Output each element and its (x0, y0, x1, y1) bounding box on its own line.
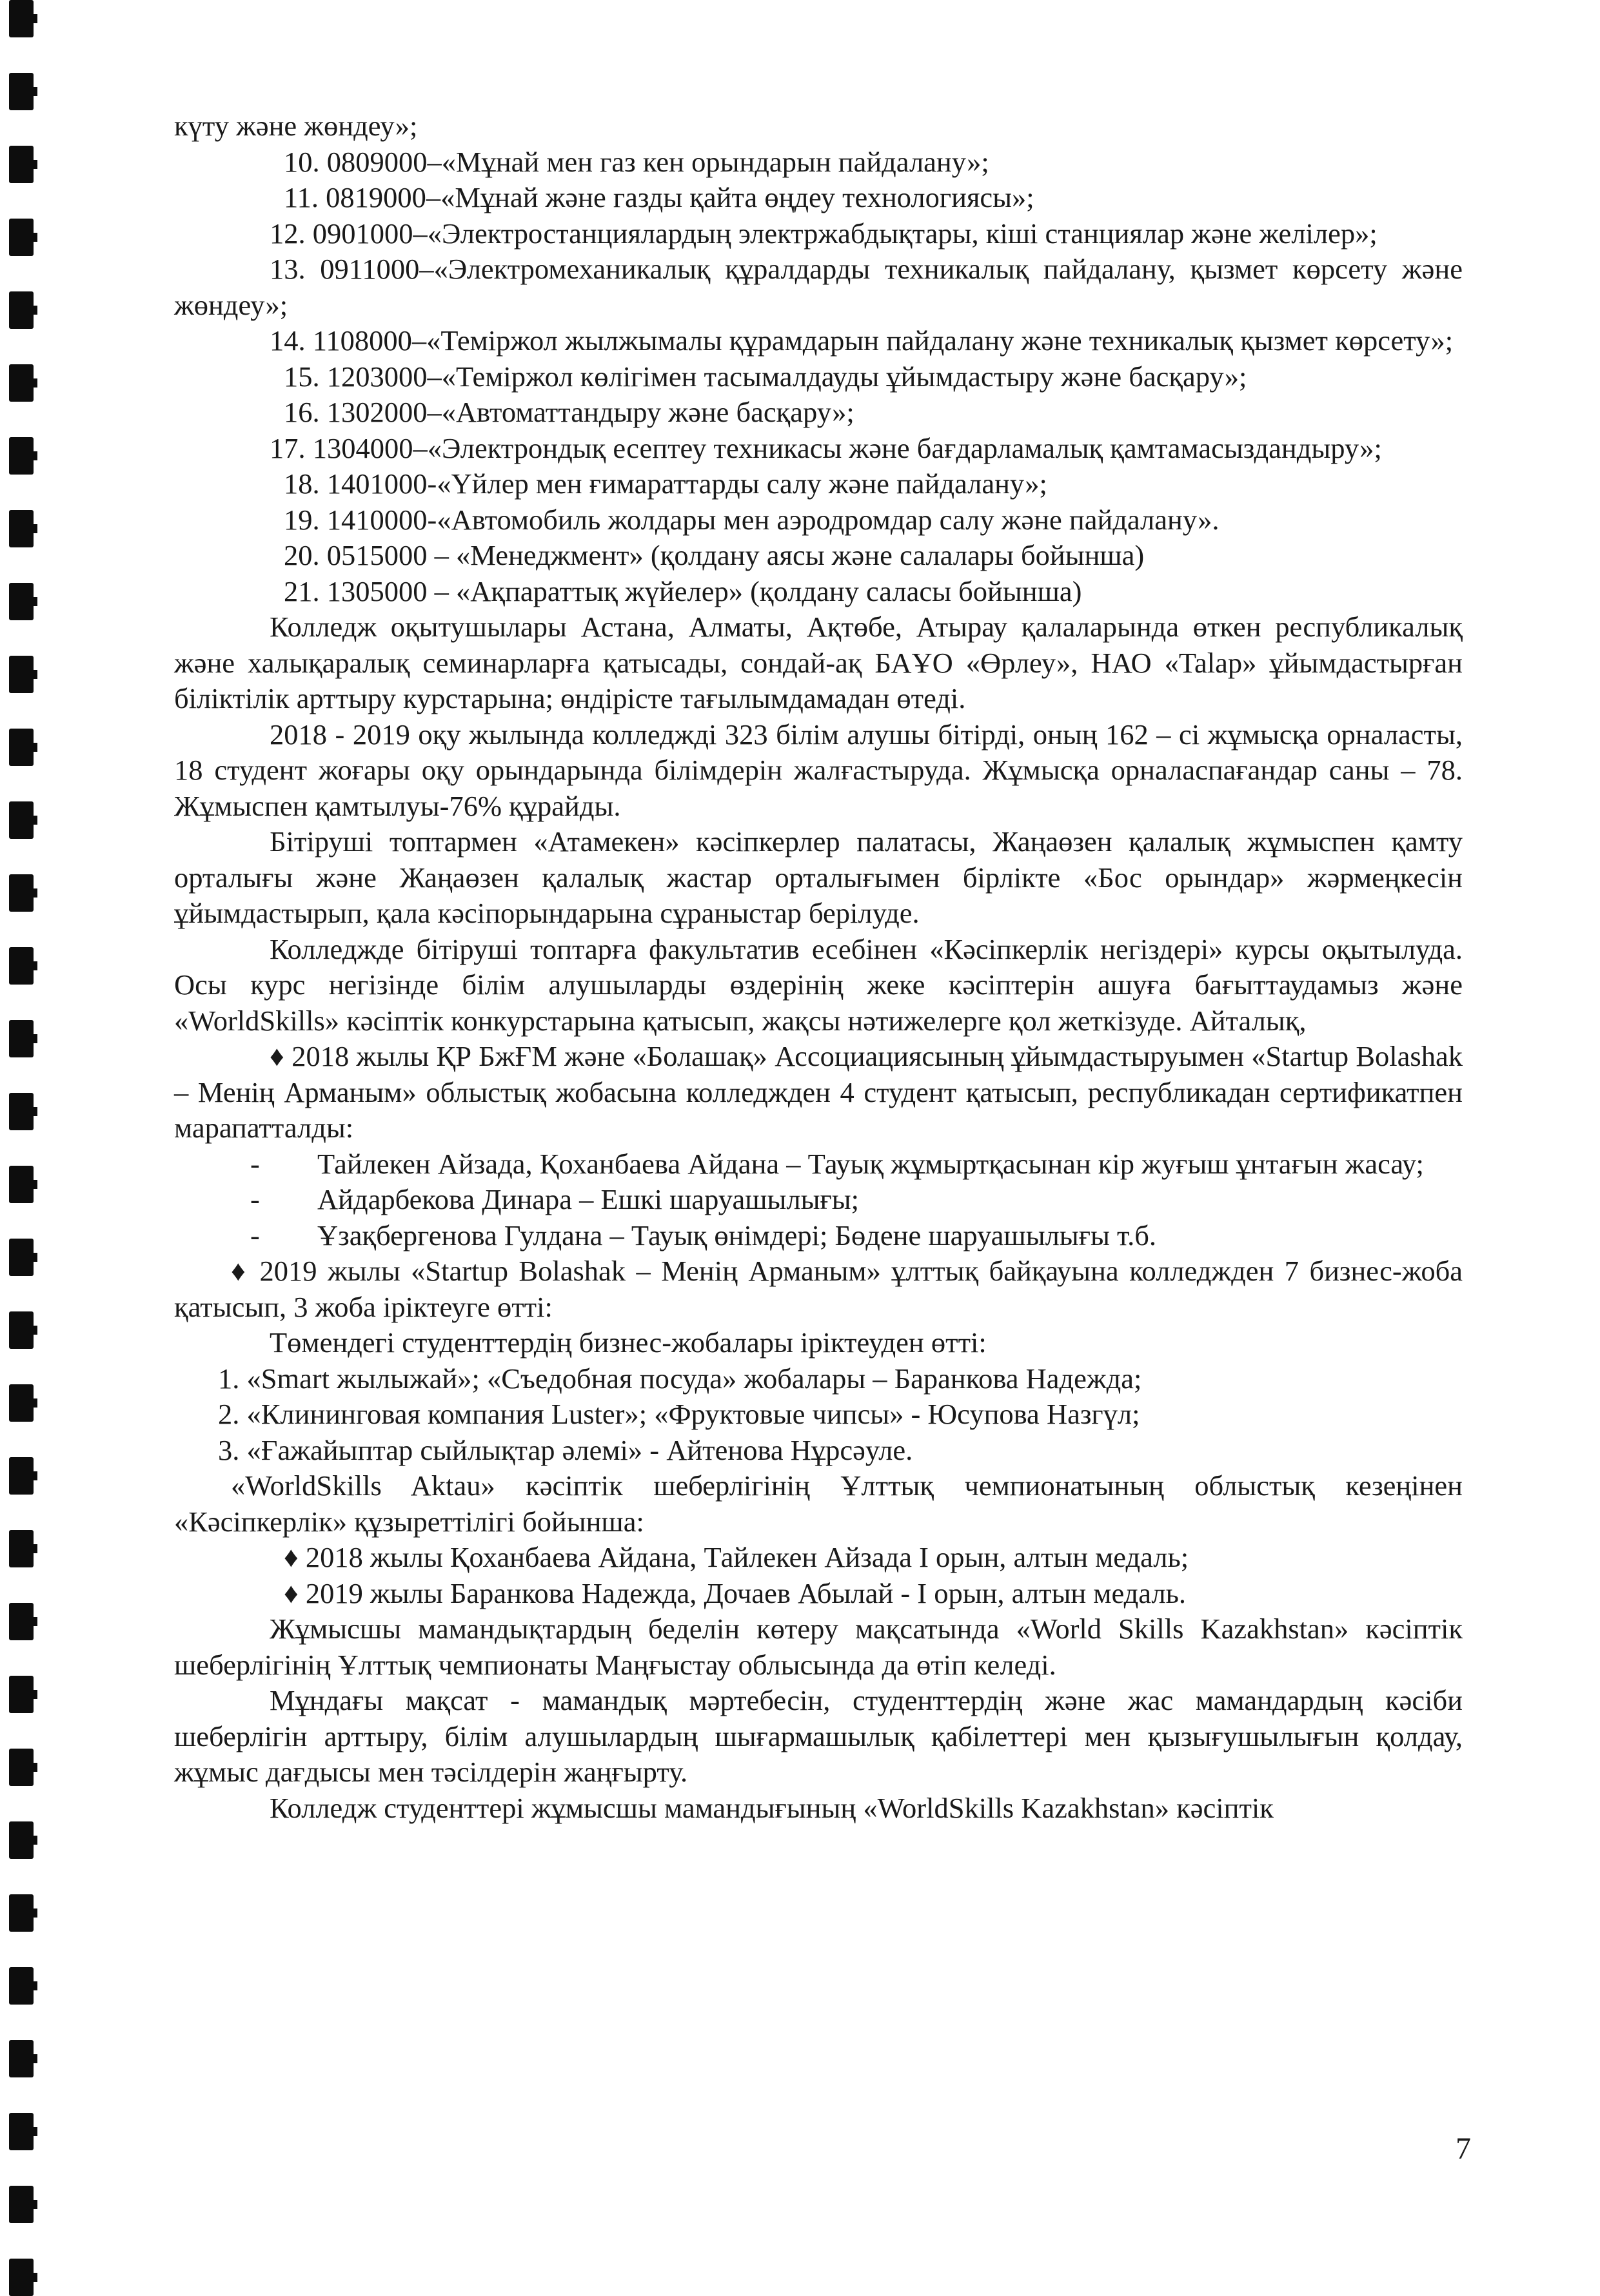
binding-hole (9, 1457, 34, 1495)
ordered-item: 3. «Ғажайыптар сыйлықтар әлемі» - Айтенова Нұрсәуле. (218, 1433, 913, 1466)
binding-hole (9, 1239, 34, 1276)
paragraph: Колледж студенттері жұмысшы мамандығының «WorldSkills Kazakhstan» кәсіптік (270, 1791, 1274, 1824)
paragraph: Жұмысшы мамандықтардың беделін көтеру мақсатында «World Skills Kazakhstan» кәсіптік шеберлігінің Ұлттық чемпионаты Маңғыстау облысында да өтіп келеді. (174, 1613, 1463, 1681)
paragraph: Төмендегі студенттердің бизнес-жобалары іріктеуден өтті: (270, 1326, 987, 1359)
dash-item (174, 1218, 1463, 1254)
bullet-paragraph (174, 1039, 1463, 1146)
binding-hole (9, 947, 34, 985)
bullet-text: 2019 жылы Баранкова Надежда, Дочаев Абылай - І орын, алтын медаль. (305, 1576, 1187, 1609)
spiral-binding (0, 0, 58, 2262)
specialty-item: 11. 0819000–«Мұнай және газды қайта өңдеу технологиясы»; (284, 181, 1034, 213)
paragraph: «WorldSkills Aktau» кәсіптік шеберлігінің Ұлттық чемпионатының облыстық кезеңінен «Кәсіпкерлік» құзыреттілігі бойынша: (174, 1469, 1463, 1538)
binding-hole (9, 2259, 34, 2296)
specialty-item: 13. 0911000–«Электромеханикалық құралдарды техникалық пайдалану, қызмет көрсету және жөндеу»; (174, 253, 1463, 321)
page-number: 7 (1456, 2132, 1471, 2166)
binding-hole (9, 1967, 34, 2005)
binding-hole (9, 1384, 34, 1422)
binding-hole (9, 1020, 34, 1057)
bullet-text: 2018 жылы ҚР БжҒМ және «Болашақ» Ассоциациясының ұйымдастыруымен «Startup Bolashak – Менің Арманым» облыстық жобасына колледжден 4 студент қатысып, республикадан сертификатпен марапатталды: (174, 1040, 1463, 1144)
binding-hole (9, 291, 34, 329)
dash-marker: - (250, 1147, 260, 1180)
binding-hole (9, 1749, 34, 1786)
binding-hole (9, 583, 34, 620)
specialty-item: 12. 0901000–«Электростанциялардың электржабдықтары, кіші станциялар және желілер»; (270, 217, 1378, 250)
bullet-paragraph (174, 1253, 1463, 1325)
binding-hole (9, 1530, 34, 1567)
specialty-item: 10. 0809000–«Мұнай мен газ кен орындарын пайдалану»; (284, 145, 989, 178)
binding-hole (9, 2040, 34, 2077)
binding-hole (9, 729, 34, 766)
binding-hole (9, 1894, 34, 1932)
binding-hole (9, 437, 34, 475)
diamond-bullet-icon: ♦ (284, 1576, 299, 1609)
paragraph: Мұндағы мақсат - мамандық мәртебесін, студенттердің және жас мамандардың кәсіби шеберлігін арттыру, білім алушылардың шығармашылық қабілеттері мен қызығушылығын қолдау, жұмыс дағдысы мен тәсілдерін жаңғырту. (174, 1684, 1463, 1788)
binding-hole (9, 2113, 34, 2150)
specialty-item: 17. 1304000–«Электрондық есептеу техникасы және бағдарламалық қамтамасыздандыру»; (270, 431, 1382, 464)
dash-marker: - (250, 1219, 260, 1251)
paragraph: Бітіруші топтармен «Атамекен» кәсіпкерлер палатасы, Жаңаөзен қалалық жұмыспен қамту орталығы және Жаңаөзен қалалық жастар орталығымен бірлікте «Бос орындар» жәрмеңкесін ұйымдастырып, қала кәсіпорындарына сұраныстар берілуде. (174, 825, 1463, 929)
binding-hole (9, 510, 34, 547)
diamond-bullet-icon: ♦ (231, 1255, 250, 1287)
paragraph: Колледжде бітіруші топтарға факультатив есебінен «Кәсіпкерлік негіздері» курсы оқытылуда. Осы курс негізінде білім алушыларды өздерінің жеке кәсіптерін ашуға бағыттаудамыз және «WorldSkills» кәсіптік конкурстарына қатысып, жақсы нәтижелерге қол жеткізуде. Айталық, (174, 932, 1463, 1037)
dash-item-text: Айдарбекова Динара – Ешкі шаруашылығы; (317, 1183, 859, 1215)
dash-item-text: Тайлекен Айзада, Қоханбаева Айдана – Тауық жұмыртқасынан кір жуғыш ұнтағын жасау; (317, 1147, 1424, 1180)
bullet-paragraph (174, 1540, 1463, 1576)
binding-hole (9, 1093, 34, 1130)
ordered-item: 2. «Клининговая компания Luster»; «Фруктовые чипсы» - Юсупова Назгүл; (218, 1398, 1140, 1430)
binding-hole (9, 1676, 34, 1713)
binding-hole (9, 1603, 34, 1640)
specialty-item: 15. 1203000–«Теміржол көлігімен тасымалдауды ұйымдастыру және басқару»; (284, 360, 1247, 393)
bullet-text: 2019 жылы «Startup Bolashak – Менің Арманым» ұлттық байқауына колледжден 7 бизнес-жоба қатысып, 3 жоба іріктеуге өтті: (174, 1255, 1463, 1323)
binding-hole (9, 219, 34, 256)
dash-item-text: Ұзақбергенова Гулдана – Тауық өнімдері; Бөдене шаруашылығы т.б. (317, 1219, 1156, 1251)
continued-line: күту және жөндеу»; (174, 110, 418, 142)
paragraph: 2018 - 2019 оқу жылында колледжді 323 білім алушы бітірді, оның 162 – сі жұмысқа орналасты, 18 студент жоғары оқу орындарында білімдерін жалғастыруда. Жұмысқа орналаспағандар саны – 78. Жұмыспен қамтылуы-76% құрайды. (174, 718, 1463, 822)
bullet-paragraph (174, 1576, 1463, 1612)
binding-hole (9, 1821, 34, 1859)
binding-hole (9, 73, 34, 110)
binding-hole (9, 874, 34, 912)
binding-hole (9, 801, 34, 839)
binding-hole (9, 1166, 34, 1203)
specialty-item: 14. 1108000–«Теміржол жылжымалы құрамдарын пайдалану және техникалық қызмет көрсету»; (270, 324, 1454, 357)
document-page (174, 108, 1463, 1826)
specialty-item: 18. 1401000-«Үйлер мен ғимараттарды салу және пайдалану»; (284, 467, 1047, 500)
paragraph: Колледж оқытушылары Астана, Алматы, Ақтөбе, Атырау қалаларында өткен республикалық және халықаралық семинарларға қатысады, сондай-ақ БАҰО «Өрлеу», НАО «Talap» ұйымдастырған біліктілік арттыру курстарына; өндірісте тағылымдамадан өтеді. (174, 611, 1463, 714)
binding-hole (9, 0, 34, 37)
binding-hole (9, 2186, 34, 2223)
specialty-item: 16. 1302000–«Автоматтандыру және басқару»; (284, 396, 854, 428)
specialty-item: 20. 0515000 – «Менеджмент» (қолдану аясы және салалары бойынша) (284, 539, 1145, 571)
binding-hole (9, 1311, 34, 1349)
specialty-item: 21. 1305000 – «Ақпараттық жүйелер» (қолдану саласы бойынша) (284, 574, 1082, 607)
binding-hole (9, 656, 34, 693)
ordered-item: 1. «Smart жылыжай»; «Съедобная посуда» жобалары – Баранкова Надежда; (218, 1362, 1142, 1395)
dash-item (174, 1146, 1463, 1182)
specialty-item: 19. 1410000-«Автомобиль жолдары мен аэродромдар салу және пайдалану». (284, 503, 1220, 536)
bullet-text: 2018 жылы Қоханбаева Айдана, Тайлекен Айзада І орын, алтын медаль; (305, 1541, 1189, 1573)
diamond-bullet-icon: ♦ (284, 1541, 299, 1573)
binding-hole (9, 146, 34, 183)
binding-hole (9, 364, 34, 402)
dash-item (174, 1182, 1463, 1218)
diamond-bullet-icon: ♦ (270, 1040, 284, 1072)
dash-marker: - (250, 1183, 260, 1215)
